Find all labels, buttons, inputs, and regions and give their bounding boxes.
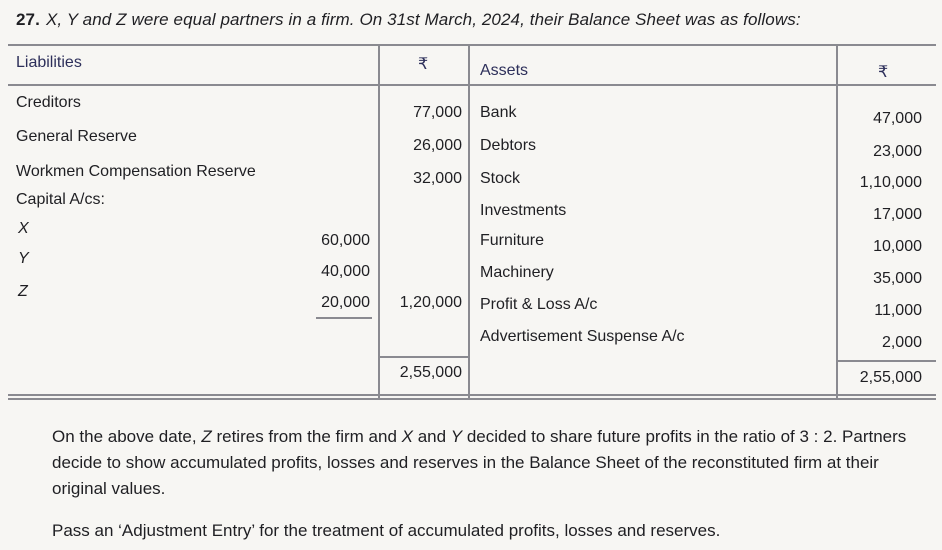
- partner-z: Z: [201, 427, 212, 446]
- liability-label: Workmen Compensation Reserve: [16, 163, 256, 180]
- liability-label: Capital A/cs:: [16, 191, 105, 208]
- header-liab-amount: ₹: [418, 56, 429, 73]
- asset-label: Profit & Loss A/c: [480, 296, 598, 313]
- balance-sheet-table: [8, 44, 936, 400]
- liab-total-top-rule: [378, 356, 468, 358]
- para-line1-d: decided to share future profits in the ratio of 3 : 2.: [462, 427, 838, 446]
- capital-amount: 60,000: [321, 232, 370, 249]
- asset-label: Debtors: [480, 137, 537, 154]
- header-assets: Assets: [480, 62, 529, 79]
- liabilities-total: 2,55,000: [399, 364, 462, 381]
- asset-amount: 11,000: [874, 302, 922, 319]
- capital-partner: Y: [18, 250, 29, 267]
- liability-amount: 77,000: [413, 104, 462, 121]
- asset-label: Furniture: [480, 232, 545, 249]
- capital-total: 1,20,000: [399, 294, 462, 311]
- asset-label: Investments: [480, 202, 567, 219]
- liab-amount-divider: [378, 44, 380, 400]
- question-text: X, Y and Z were equal partners in a firm. On 31st March, 2024, their Balance Sheet was as follows:: [45, 10, 801, 29]
- capital-amount: 40,000: [321, 263, 370, 280]
- asset-total-top-rule: [836, 360, 936, 362]
- question-paragraph: [52, 424, 930, 502]
- asset-amount: 2,000: [881, 334, 922, 351]
- table-bottom-rule: [8, 394, 936, 396]
- capital-partner: Z: [18, 283, 28, 300]
- center-divider: [468, 44, 470, 400]
- asset-amount: 10,000: [873, 238, 922, 255]
- instruction-line: Pass an ‘Adjustment Entry’ for the treatment of accumulated profits, losses and reserves.: [52, 521, 721, 540]
- liability-label: Creditors: [16, 94, 81, 111]
- partner-y: Y: [450, 427, 463, 446]
- asset-label: Advertisement Suspense A/c: [480, 328, 685, 345]
- asset-amount: 1,10,000: [859, 174, 922, 191]
- asset-amount: 35,000: [873, 270, 922, 287]
- para-line1-c: and: [412, 427, 451, 446]
- header-asset-amount: ₹: [878, 64, 889, 81]
- asset-label: Machinery: [480, 264, 554, 281]
- asset-amount: 47,000: [873, 110, 922, 127]
- partner-x: X: [401, 427, 413, 446]
- header-liabilities: Liabilities: [16, 54, 82, 71]
- asset-amount: 17,000: [873, 206, 922, 223]
- assets-total: 2,55,000: [859, 369, 922, 386]
- asset-amount-divider: [836, 44, 838, 400]
- asset-label: Bank: [480, 104, 517, 121]
- capital-subtotal-rule: [316, 317, 372, 319]
- table-bottom-rule-2: [8, 398, 936, 400]
- header-bottom-rule: [8, 84, 936, 86]
- para-line1-a: On the above date,: [52, 427, 202, 446]
- liability-label: General Reserve: [16, 128, 137, 145]
- para-line1-b: retires from the firm and: [211, 427, 402, 446]
- liability-amount: 26,000: [413, 137, 462, 154]
- question-number: 27.: [16, 10, 40, 29]
- capital-partner: X: [18, 220, 29, 237]
- asset-label: Stock: [480, 170, 521, 187]
- asset-amount: 23,000: [873, 143, 922, 160]
- liability-amount: 32,000: [413, 170, 462, 187]
- capital-amount: 20,000: [321, 294, 370, 311]
- para-line2: Partners decide to show accumulated profits, losses and reserves in the Balance Sheet of the reconstituted firm at their original values.: [52, 427, 907, 498]
- question-title: [16, 10, 801, 30]
- table-top-rule: [8, 44, 936, 46]
